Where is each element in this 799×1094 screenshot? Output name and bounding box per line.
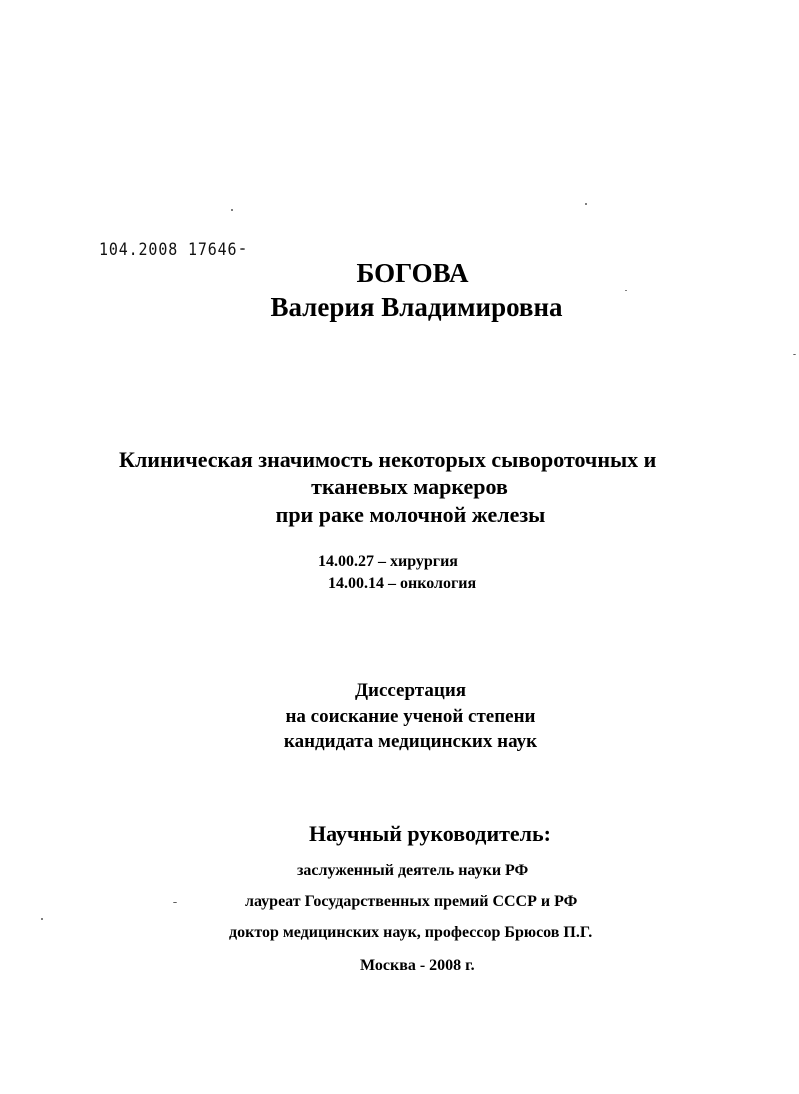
archive-stamp: 104.2008 17646 [99,240,238,260]
author-name: Валерия Владимировна [270,292,563,322]
dissertation-label: Диссертация [354,680,467,701]
supervisor-heading: Научный руководитель: [309,821,551,846]
scan-speck [625,290,627,291]
dissertation-degree-line: на соискание ученой степени [285,706,536,727]
scan-speck [585,203,587,205]
scan-speck [41,918,43,920]
supervisor-honor-line: заслуженный деятель науки РФ [297,862,529,879]
thesis-title-line-3: при раке молочной железы [275,502,546,527]
scan-speck [173,902,177,903]
specialty-surgery: 14.00.27 – хирургия [318,553,458,570]
thesis-title-line-1: Клиническая значимость некоторых сывороточных и [119,447,657,472]
scan-speck [793,354,796,355]
author-surname: БОГОВА [356,258,469,288]
thesis-title-line-2: тканевых маркеров [311,474,508,499]
scan-speck [240,248,245,250]
supervisor-laureate-line: лауреат Государственных премий СССР и РФ [245,893,578,910]
scan-speck [231,209,233,211]
specialty-oncology: 14.00.14 – онкология [328,575,477,592]
dissertation-field-line: кандидата медицинских наук [283,731,538,752]
supervisor-name-line: доктор медицинских наук, профессор Брюсов П.Г. [229,924,593,941]
place-and-date: Москва - 2008 г. [360,957,475,974]
